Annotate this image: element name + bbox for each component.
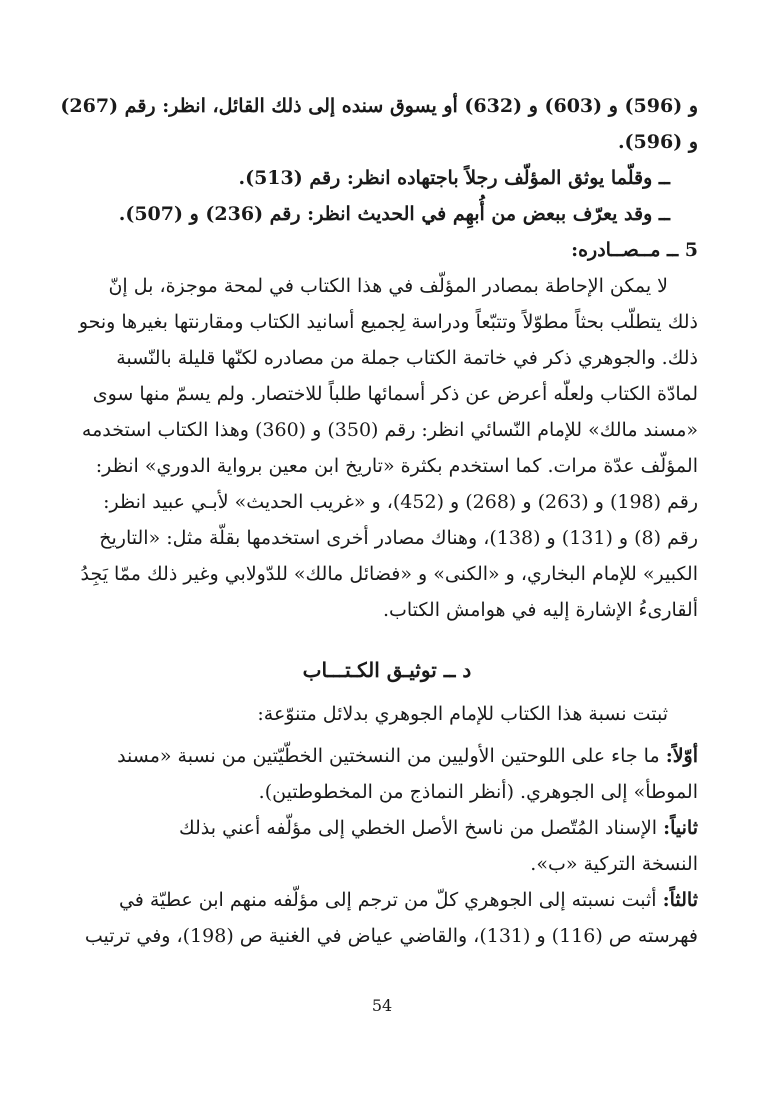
page-body [60, 88, 698, 954]
paragraph-line: ألقارىءُ الإشارة إليه في هوامش الكتاب. [382, 599, 698, 621]
text-line: ــ وقد يعرّف ببعض من أُبهِم في الحديث انظر: رقم (236) و (507). [118, 203, 670, 225]
evidence-text: أثبت نسبته إلى الجوهري كلّ من ترجم إلى مؤلّفه منهم ابن عطيّة في [118, 889, 663, 911]
paragraph-line: رقم (8) و (131) و (138)، وهناك مصادر أخرى استخدمها بقلّة مثل: «التاريخ [99, 527, 698, 549]
evidence-third-line2: فهرسته ص (116) و (131)، والقاضي عياض في الغنية ص (198)، وفي ترتيب [84, 925, 698, 947]
evidence-label: ثالثاً: [662, 889, 698, 911]
intro-line: ثبتت نسبة هذا الكتاب للإمام الجوهري بدلائل متنوّعة: [257, 703, 668, 725]
evidence-second-line2: النسخة التركية «ب». [530, 853, 698, 875]
evidence-label: أوّلاً: [665, 745, 698, 767]
text-line: ــ وقلّما يوثق المؤلّف رجلاً باجتهاده انظر: رقم (513). [238, 167, 670, 189]
paragraph-line: ذلك. والجوهري ذكر في خاتمة الكتاب جملة من مصادره لكنّها قليلة بالنّسبة [116, 347, 698, 369]
paragraph-line: رقم (198) و (263) و (268) و (452)، و «غريب الحديث» لأبـي عبيد انظر: [103, 491, 698, 513]
evidence-first-line2: الموطأ» إلى الجوهري. (أنظر النماذج من المخطوطتين). [258, 781, 698, 803]
paragraph-line: الكبير» للإمام البخاري، و «الكنى» و «فضائل مالك» للدّولابي وغير ذلك ممّا يَجِدُ [80, 563, 698, 585]
evidence-first-line [76, 738, 698, 774]
page-number: 54 [371, 996, 393, 1015]
paragraph-line: لا يمكن الإحاطة بمصادر المؤلّف في هذا الكتاب في لمحة موجزة، بل إنّ [108, 275, 668, 297]
evidence-text: الإسناد المُتّصل من ناسخ الأصل الخطي إلى مؤلّفه أعني بذلك [179, 817, 664, 839]
evidence-second-line [76, 810, 698, 846]
text-line: و (596). [617, 131, 698, 153]
sources-heading: 5 ــ مــصــادره: [571, 239, 698, 261]
evidence-text: ما جاء على اللوحتين الأوليين من النسختين الخطّيّتين من نسبة «مسند [117, 745, 666, 767]
paragraph-line: لمادّة الكتاب ولعلّه أعرض عن ذكر أسمائها طلباً للاختصار. ولم يسمّ منها سوى [92, 383, 698, 405]
paragraph-line: المؤلّف عدّة مرات. كما استخدم بكثرة «تاريخ ابن معين برواية الدوري» انظر: [95, 455, 698, 477]
evidence-third-line [76, 882, 698, 918]
text-line: و (596) و (603) و (632) أو يسوق سنده إلى ذلك القائل، انظر: رقم (267) [60, 95, 698, 117]
paragraph-line: ذلك يتطلّب بحثاً مطوّلاً وتتبّعاً ودراسة لِجميع أسانيد الكتاب ومقارنتها بغيرها ونحو [78, 311, 698, 333]
paragraph-line: «مسند مالك» للإمام النّسائي انظر: رقم (350) و (360) وهذا الكتاب استخدمه [81, 419, 698, 441]
evidence-label: ثانياً: [663, 817, 698, 839]
section-title: د ــ توثيـق الكـتـــاب [302, 658, 472, 682]
